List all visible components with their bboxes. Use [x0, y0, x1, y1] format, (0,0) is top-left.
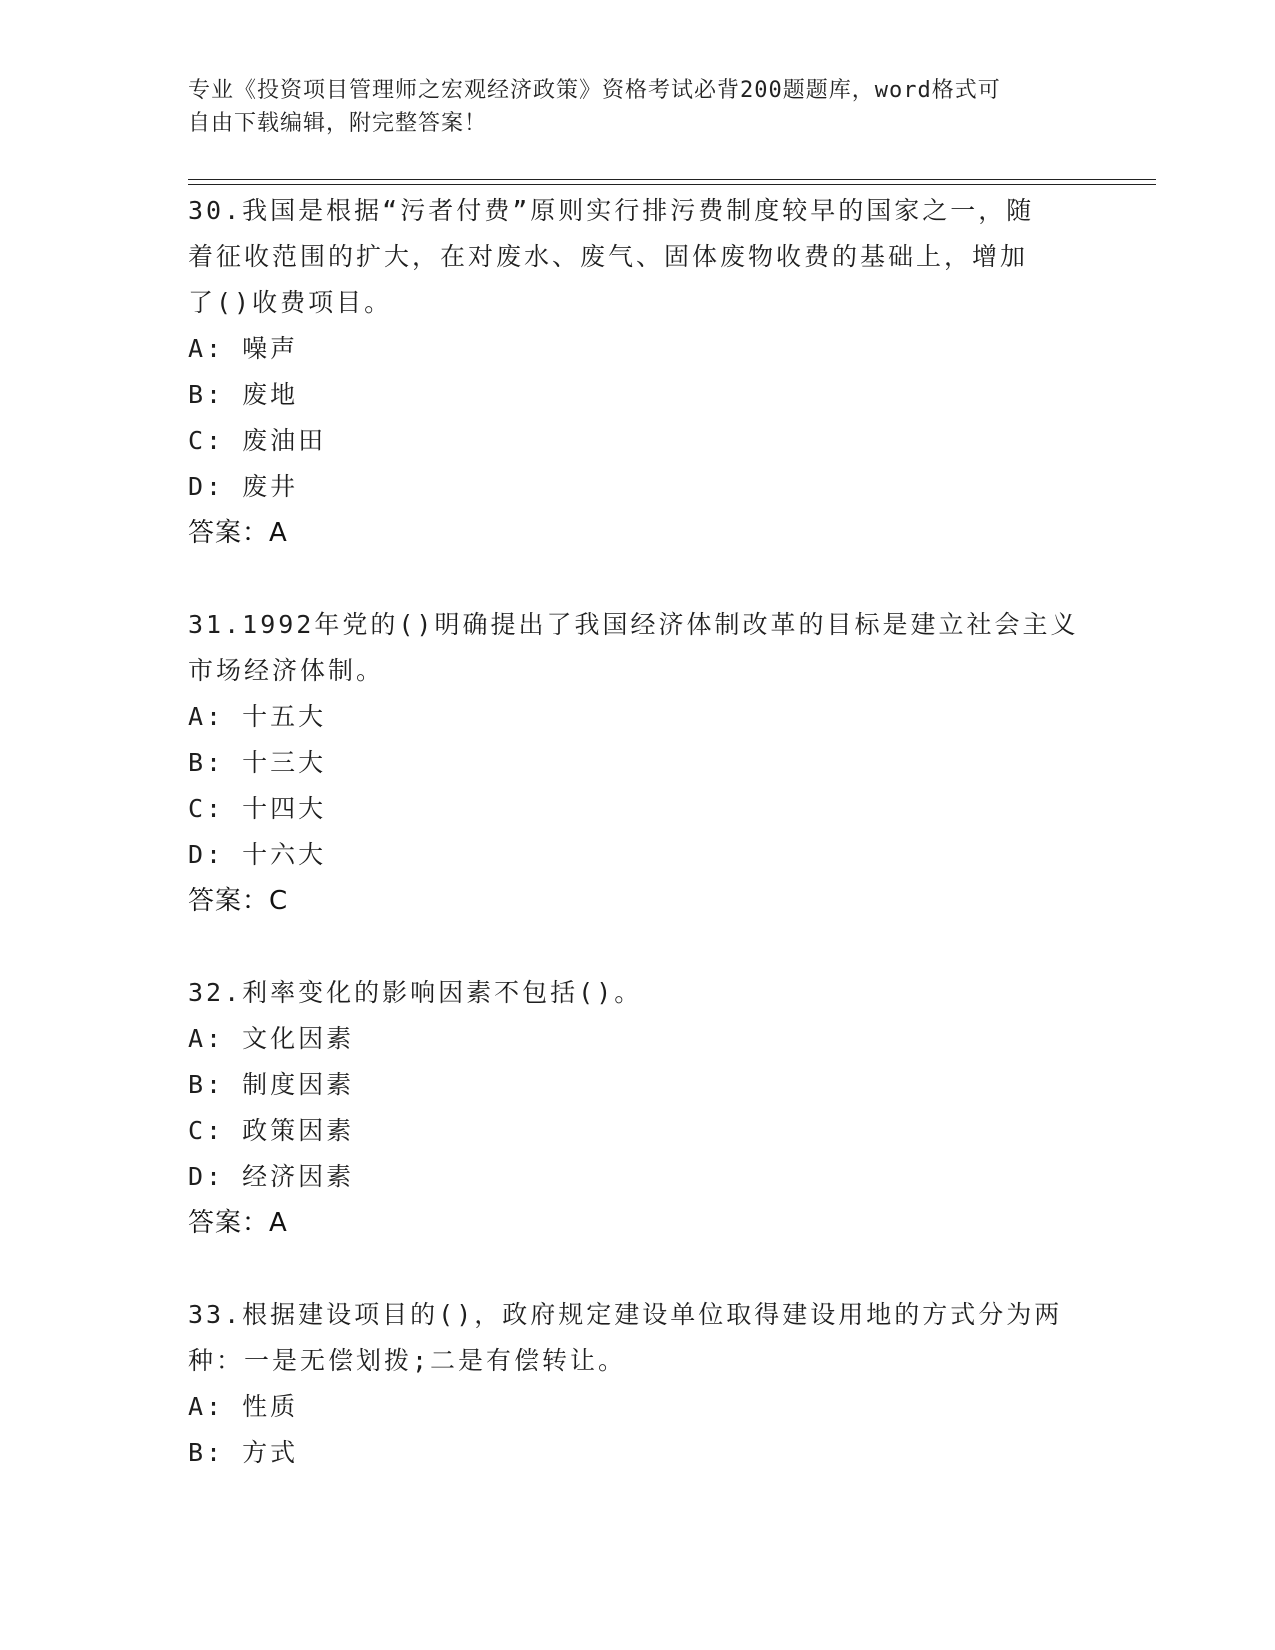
option-d: D: 十六大	[188, 840, 327, 869]
option-d: D: 经济因素	[188, 1162, 355, 1191]
question-33	[188, 1292, 1088, 1476]
answer-line: 答案：A	[188, 518, 288, 548]
question-stem-line: 了()收费项目。	[188, 288, 393, 317]
question-30	[188, 188, 1088, 556]
option-b: B: 废地	[188, 380, 299, 409]
question-32	[188, 970, 1088, 1246]
question-stem-line: 32.利率变化的影响因素不包括()。	[188, 978, 643, 1007]
header-rule-top	[188, 179, 1156, 180]
option-a: A: 噪声	[188, 334, 299, 363]
question-stem-line: 着征收范围的扩大，在对废水、废气、固体废物收费的基础上，增加	[188, 242, 1029, 271]
question-list	[188, 188, 1088, 1476]
answer-line: 答案：A	[188, 1208, 288, 1238]
question-31	[188, 602, 1088, 924]
option-b: B: 制度因素	[188, 1070, 355, 1099]
question-spacer	[188, 924, 1088, 970]
option-c: C: 政策因素	[188, 1116, 355, 1145]
answer-line: 答案：C	[188, 886, 289, 916]
question-stem-line: 种：一是无偿划拨;二是有偿转让。	[188, 1346, 627, 1375]
header-line-2: 自由下载编辑，附完整答案！	[188, 111, 488, 136]
option-d: D: 废井	[188, 472, 299, 501]
option-b: B: 方式	[188, 1438, 299, 1467]
question-stem-line: 31.1992年党的()明确提出了我国经济体制改革的目标是建立社会主义	[188, 610, 1079, 639]
question-stem-line: 33.根据建设项目的()，政府规定建设单位取得建设用地的方式分为两	[188, 1300, 1063, 1329]
option-a: A: 文化因素	[188, 1024, 355, 1053]
header-rule-bottom	[188, 184, 1156, 185]
question-spacer	[188, 1246, 1088, 1292]
option-a: A: 十五大	[188, 702, 327, 731]
option-c: C: 十四大	[188, 794, 327, 823]
document-header	[188, 74, 1068, 140]
question-spacer	[188, 556, 1088, 602]
header-line-1: 专业《投资项目管理师之宏观经济政策》资格考试必背200题题库，word格式可	[188, 78, 1001, 103]
question-stem-line: 市场经济体制。	[188, 656, 385, 685]
option-a: A: 性质	[188, 1392, 299, 1421]
option-c: C: 废油田	[188, 426, 327, 455]
question-stem-line: 30.我国是根据“污者付费”原则实行排污费制度较早的国家之一，随	[188, 196, 1035, 225]
option-b: B: 十三大	[188, 748, 327, 777]
